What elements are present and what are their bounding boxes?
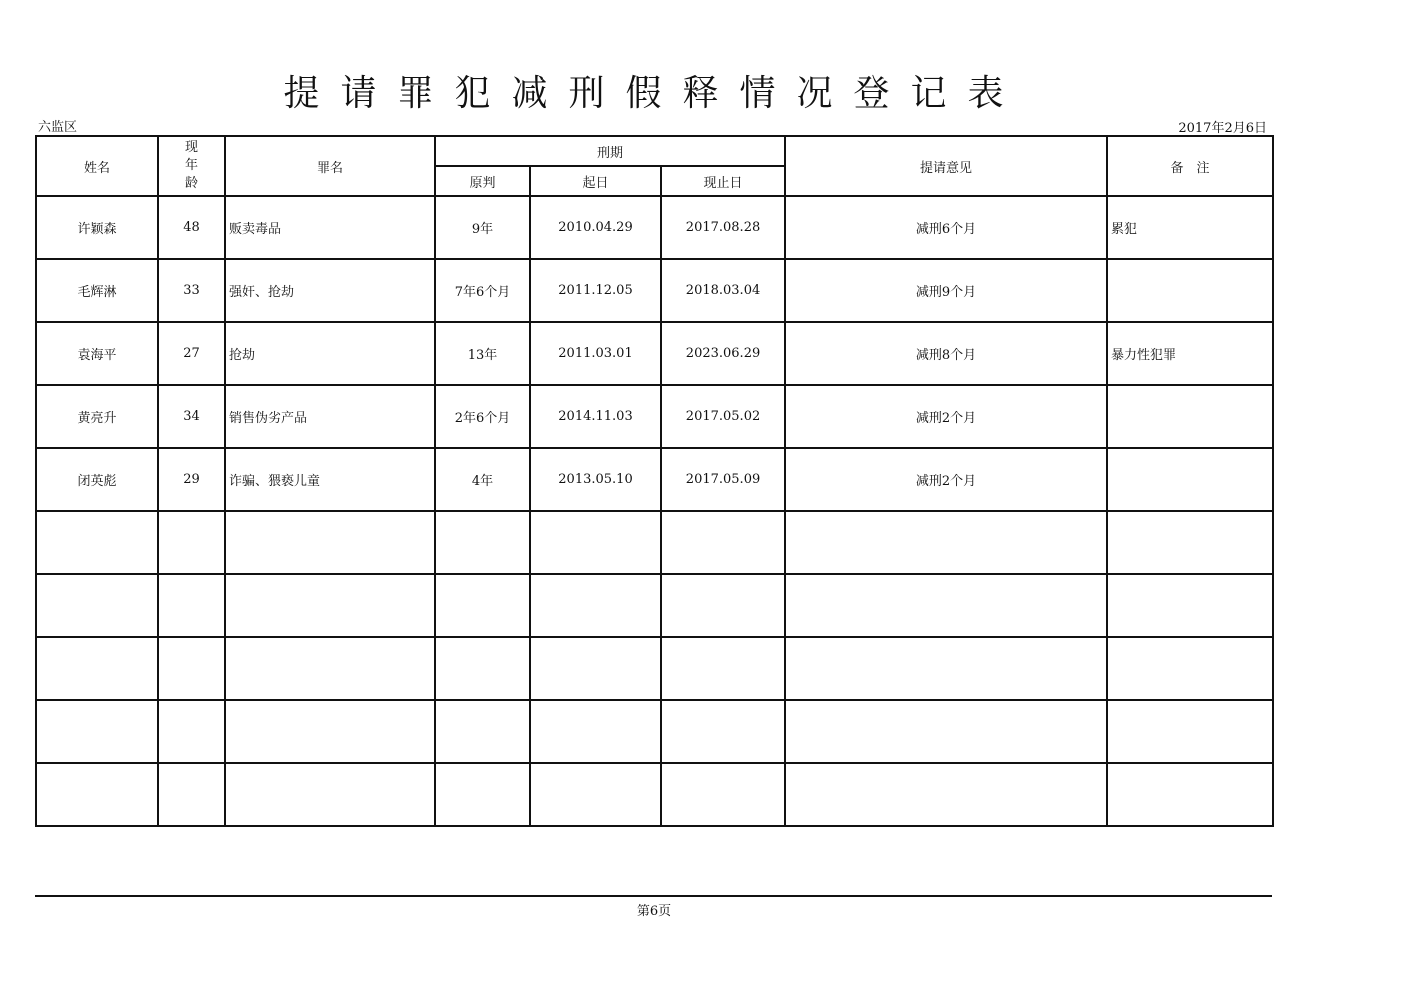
cell-name: 闭英彪: [36, 448, 158, 511]
cell-start-date: 2014.11.03: [530, 385, 661, 448]
header-original-sentence: 原判: [435, 166, 530, 196]
cell-crime: [225, 511, 435, 574]
cell-opinion: 减刑2个月: [785, 448, 1107, 511]
table-row: [36, 196, 1273, 259]
cell-name: 毛辉淋: [36, 259, 158, 322]
cell-original-sentence: 13年: [435, 322, 530, 385]
cell-crime: 诈骗、猥亵儿童: [225, 448, 435, 511]
cell-opinion: [785, 574, 1107, 637]
cell-opinion: [785, 763, 1107, 826]
cell-start-date: [530, 763, 661, 826]
header-start-date: 起日: [530, 166, 661, 196]
cell-start-date: 2011.03.01: [530, 322, 661, 385]
footer-rule: [35, 895, 1272, 897]
cell-original-sentence: 2年6个月: [435, 385, 530, 448]
cell-crime: [225, 574, 435, 637]
table-row: [36, 259, 1273, 322]
cell-original-sentence: 4年: [435, 448, 530, 511]
cell-opinion: [785, 637, 1107, 700]
header-age-char: 龄: [184, 176, 198, 191]
cell-age: 34: [158, 385, 225, 448]
document-title: 提请罪犯减刑假释情况登记表: [283, 73, 1025, 114]
table-row: [36, 511, 1273, 574]
page-number: 第6页: [636, 904, 672, 919]
cell-start-date: [530, 637, 661, 700]
cell-name: [36, 700, 158, 763]
cell-opinion: 减刑6个月: [785, 196, 1107, 259]
cell-end-date: [661, 511, 785, 574]
table-row: [36, 763, 1273, 826]
cell-end-date: 2017.05.02: [661, 385, 785, 448]
cell-remarks: [1107, 700, 1273, 763]
cell-opinion: 减刑2个月: [785, 385, 1107, 448]
cell-remarks: [1107, 448, 1273, 511]
cell-opinion: 减刑9个月: [785, 259, 1107, 322]
header-end-date: 现止日: [661, 166, 785, 196]
cell-age: 29: [158, 448, 225, 511]
cell-original-sentence: [435, 574, 530, 637]
cell-crime: 强奸、抢劫: [225, 259, 435, 322]
cell-end-date: [661, 763, 785, 826]
cell-end-date: 2017.08.28: [661, 196, 785, 259]
cell-age: 48: [158, 196, 225, 259]
header-row-1: [36, 136, 1273, 166]
table-row: [36, 637, 1273, 700]
cell-end-date: 2018.03.04: [661, 259, 785, 322]
register-table: [35, 135, 1274, 827]
cell-start-date: [530, 511, 661, 574]
cell-start-date: [530, 574, 661, 637]
table-row: [36, 700, 1273, 763]
cell-start-date: 2011.12.05: [530, 259, 661, 322]
header-opinion: 提请意见: [785, 136, 1107, 196]
cell-end-date: [661, 574, 785, 637]
cell-remarks: [1107, 385, 1273, 448]
cell-crime: [225, 700, 435, 763]
table-row: [36, 448, 1273, 511]
cell-opinion: [785, 511, 1107, 574]
header-age-char: 年: [184, 158, 198, 173]
cell-age: [158, 763, 225, 826]
cell-original-sentence: 9年: [435, 196, 530, 259]
unit-label: 六监区: [38, 120, 78, 135]
cell-end-date: [661, 637, 785, 700]
cell-original-sentence: 7年6个月: [435, 259, 530, 322]
table-row: [36, 322, 1273, 385]
cell-opinion: [785, 700, 1107, 763]
cell-start-date: 2013.05.10: [530, 448, 661, 511]
header-age: [158, 136, 225, 196]
cell-age: [158, 637, 225, 700]
cell-remarks: 暴力性犯罪: [1107, 322, 1273, 385]
cell-remarks: [1107, 637, 1273, 700]
cell-crime: 贩卖毒品: [225, 196, 435, 259]
cell-original-sentence: [435, 511, 530, 574]
cell-remarks: [1107, 259, 1273, 322]
cell-remarks: [1107, 763, 1273, 826]
cell-crime: 抢劫: [225, 322, 435, 385]
cell-name: [36, 574, 158, 637]
header-remarks: 备 注: [1107, 136, 1273, 196]
table-row: [36, 574, 1273, 637]
cell-name: 黄亮升: [36, 385, 158, 448]
header-name: 姓名: [36, 136, 158, 196]
cell-age: 33: [158, 259, 225, 322]
cell-remarks: 累犯: [1107, 196, 1273, 259]
header-term: 刑期: [435, 136, 785, 166]
cell-opinion: 减刑8个月: [785, 322, 1107, 385]
cell-start-date: 2010.04.29: [530, 196, 661, 259]
cell-end-date: [661, 700, 785, 763]
cell-crime: [225, 637, 435, 700]
header-crime: 罪名: [225, 136, 435, 196]
cell-age: [158, 574, 225, 637]
cell-original-sentence: [435, 763, 530, 826]
cell-crime: 销售伪劣产品: [225, 385, 435, 448]
cell-original-sentence: [435, 637, 530, 700]
cell-name: [36, 637, 158, 700]
cell-remarks: [1107, 511, 1273, 574]
cell-crime: [225, 763, 435, 826]
cell-age: [158, 511, 225, 574]
table-row: [36, 385, 1273, 448]
cell-original-sentence: [435, 700, 530, 763]
cell-start-date: [530, 700, 661, 763]
cell-name: [36, 763, 158, 826]
header-age-char: 现: [184, 140, 198, 155]
cell-end-date: 2023.06.29: [661, 322, 785, 385]
document-date: 2017年2月6日: [1178, 121, 1267, 136]
table-body: [36, 196, 1273, 826]
cell-age: [158, 700, 225, 763]
cell-name: 袁海平: [36, 322, 158, 385]
cell-name: [36, 511, 158, 574]
cell-age: 27: [158, 322, 225, 385]
cell-name: 许颖森: [36, 196, 158, 259]
cell-remarks: [1107, 574, 1273, 637]
cell-end-date: 2017.05.09: [661, 448, 785, 511]
